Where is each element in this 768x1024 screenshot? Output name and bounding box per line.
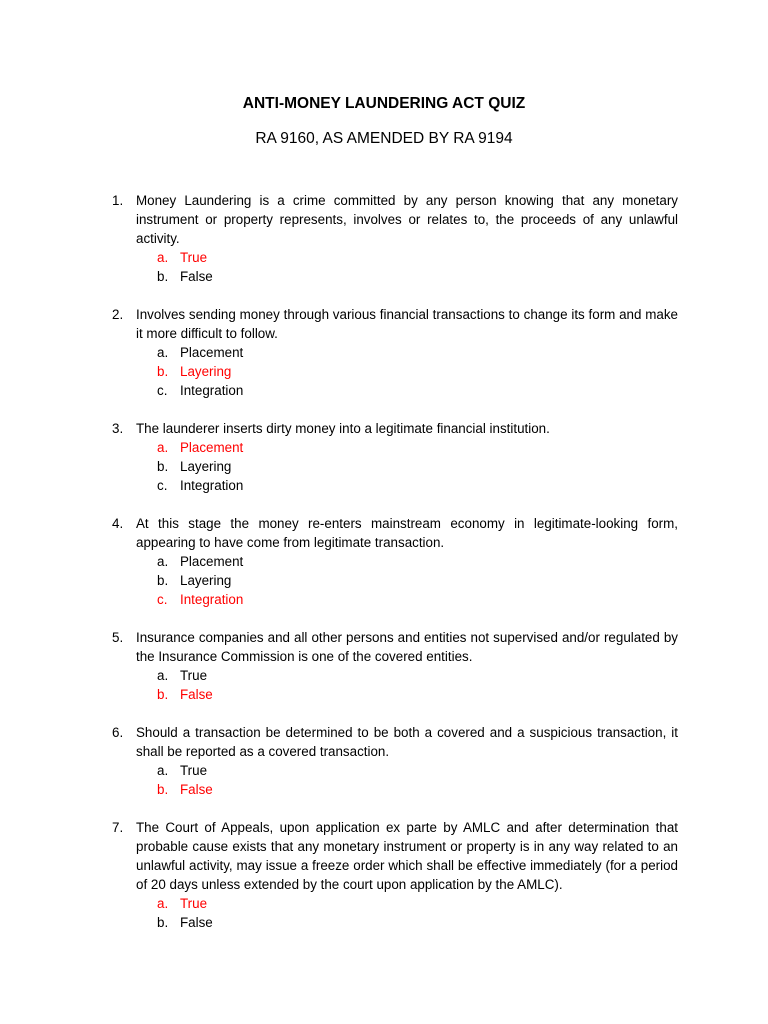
option-letter: c. — [157, 383, 168, 398]
option-letter: b. — [157, 782, 169, 797]
question-row — [112, 818, 678, 894]
question-number: 7. — [112, 820, 124, 835]
correct-answer-option — [157, 685, 678, 704]
option-text: False — [180, 915, 213, 930]
question-number: 6. — [112, 725, 124, 740]
question-text: Insurance companies and all other persons and entities not supervised and/or regulated by the Insurance Commission is one of the covered entities. — [136, 630, 678, 664]
answer-option — [157, 761, 678, 780]
option-text: True — [180, 896, 208, 911]
option-letter: b. — [157, 269, 169, 284]
answer-option — [157, 457, 678, 476]
question-number: 4. — [112, 516, 124, 531]
question-text: Involves sending money through various financial transactions to change its form and make it more difficult to follow. — [136, 307, 678, 341]
option-letter: b. — [157, 687, 169, 702]
question-number: 5. — [112, 630, 124, 645]
question-number: 1. — [112, 193, 124, 208]
question-1 — [112, 191, 678, 286]
option-text: Integration — [180, 592, 244, 607]
option-letter: a. — [157, 440, 169, 455]
question-text: The launderer inserts dirty money into a legitimate financial institution. — [136, 421, 550, 436]
question-4 — [112, 514, 678, 609]
question-row — [112, 305, 678, 343]
correct-answer-option — [157, 780, 678, 799]
option-letter: a. — [157, 763, 169, 778]
option-letter: b. — [157, 459, 169, 474]
option-text: False — [180, 687, 213, 702]
question-7 — [112, 818, 678, 932]
question-text: The Court of Appeals, upon application ex parte by AMLC and after determination that probable cause exists that any monetary instrument or property is in any way related to an unlawful activity, may issue a freeze order which shall be effective immediately (for a period of 20 days unless extended by the court upon application by the AMLC). — [136, 820, 678, 892]
option-letter: a. — [157, 554, 169, 569]
question-row — [112, 191, 678, 248]
question-2 — [112, 305, 678, 400]
option-list — [112, 894, 678, 932]
option-text: True — [180, 668, 208, 683]
answer-option — [157, 666, 678, 685]
option-text: Layering — [180, 364, 232, 379]
question-text: Money Laundering is a crime committed by any person knowing that any monetary instrument or property represents, involves or relates to, the proceeds of any unlawful activity. — [136, 193, 678, 246]
answer-option — [157, 381, 678, 400]
quiz-title: ANTI-MONEY LAUNDERING ACT QUIZ — [242, 95, 526, 112]
option-letter: b. — [157, 364, 169, 379]
option-letter: c. — [157, 478, 168, 493]
question-text: Should a transaction be determined to be both a covered and a suspicious transaction, it shall be reported as a covered transaction. — [136, 725, 678, 759]
answer-option — [157, 552, 678, 571]
correct-answer-option — [157, 248, 678, 267]
option-text: Placement — [180, 554, 244, 569]
option-text: False — [180, 269, 213, 284]
option-text: Layering — [180, 459, 232, 474]
quiz-subtitle: RA 9160, AS AMENDED BY RA 9194 — [255, 130, 513, 147]
option-text: Layering — [180, 573, 232, 588]
option-letter: a. — [157, 345, 169, 360]
option-letter: a. — [157, 668, 169, 683]
option-list — [112, 343, 678, 400]
question-row — [112, 419, 678, 438]
option-letter: b. — [157, 573, 169, 588]
option-list — [112, 666, 678, 704]
option-text: Placement — [180, 440, 244, 455]
option-list — [112, 438, 678, 495]
option-text: Integration — [180, 478, 244, 493]
question-number: 3. — [112, 421, 124, 436]
option-text: False — [180, 782, 213, 797]
answer-option — [157, 913, 678, 932]
question-6 — [112, 723, 678, 799]
answer-option — [157, 267, 678, 286]
option-letter: a. — [157, 896, 169, 911]
question-5 — [112, 628, 678, 704]
correct-answer-option — [157, 894, 678, 913]
option-text: Integration — [180, 383, 244, 398]
option-text: True — [180, 250, 208, 265]
question-number: 2. — [112, 307, 124, 322]
question-row — [112, 723, 678, 761]
question-row — [112, 628, 678, 666]
correct-answer-option — [157, 438, 678, 457]
option-letter: c. — [157, 592, 168, 607]
option-text: Placement — [180, 345, 244, 360]
option-letter: b. — [157, 915, 169, 930]
answer-option — [157, 476, 678, 495]
question-text: At this stage the money re-enters mainstream economy in legitimate-looking form, appearing to have come from legitimate transaction. — [136, 516, 678, 550]
correct-answer-option — [157, 362, 678, 381]
option-text: True — [180, 763, 208, 778]
answer-option — [157, 571, 678, 590]
option-list — [112, 761, 678, 799]
correct-answer-option — [157, 590, 678, 609]
option-letter: a. — [157, 250, 169, 265]
question-row — [112, 514, 678, 552]
answer-option — [157, 343, 678, 362]
option-list — [112, 552, 678, 609]
option-list — [112, 248, 678, 286]
question-3 — [112, 419, 678, 495]
